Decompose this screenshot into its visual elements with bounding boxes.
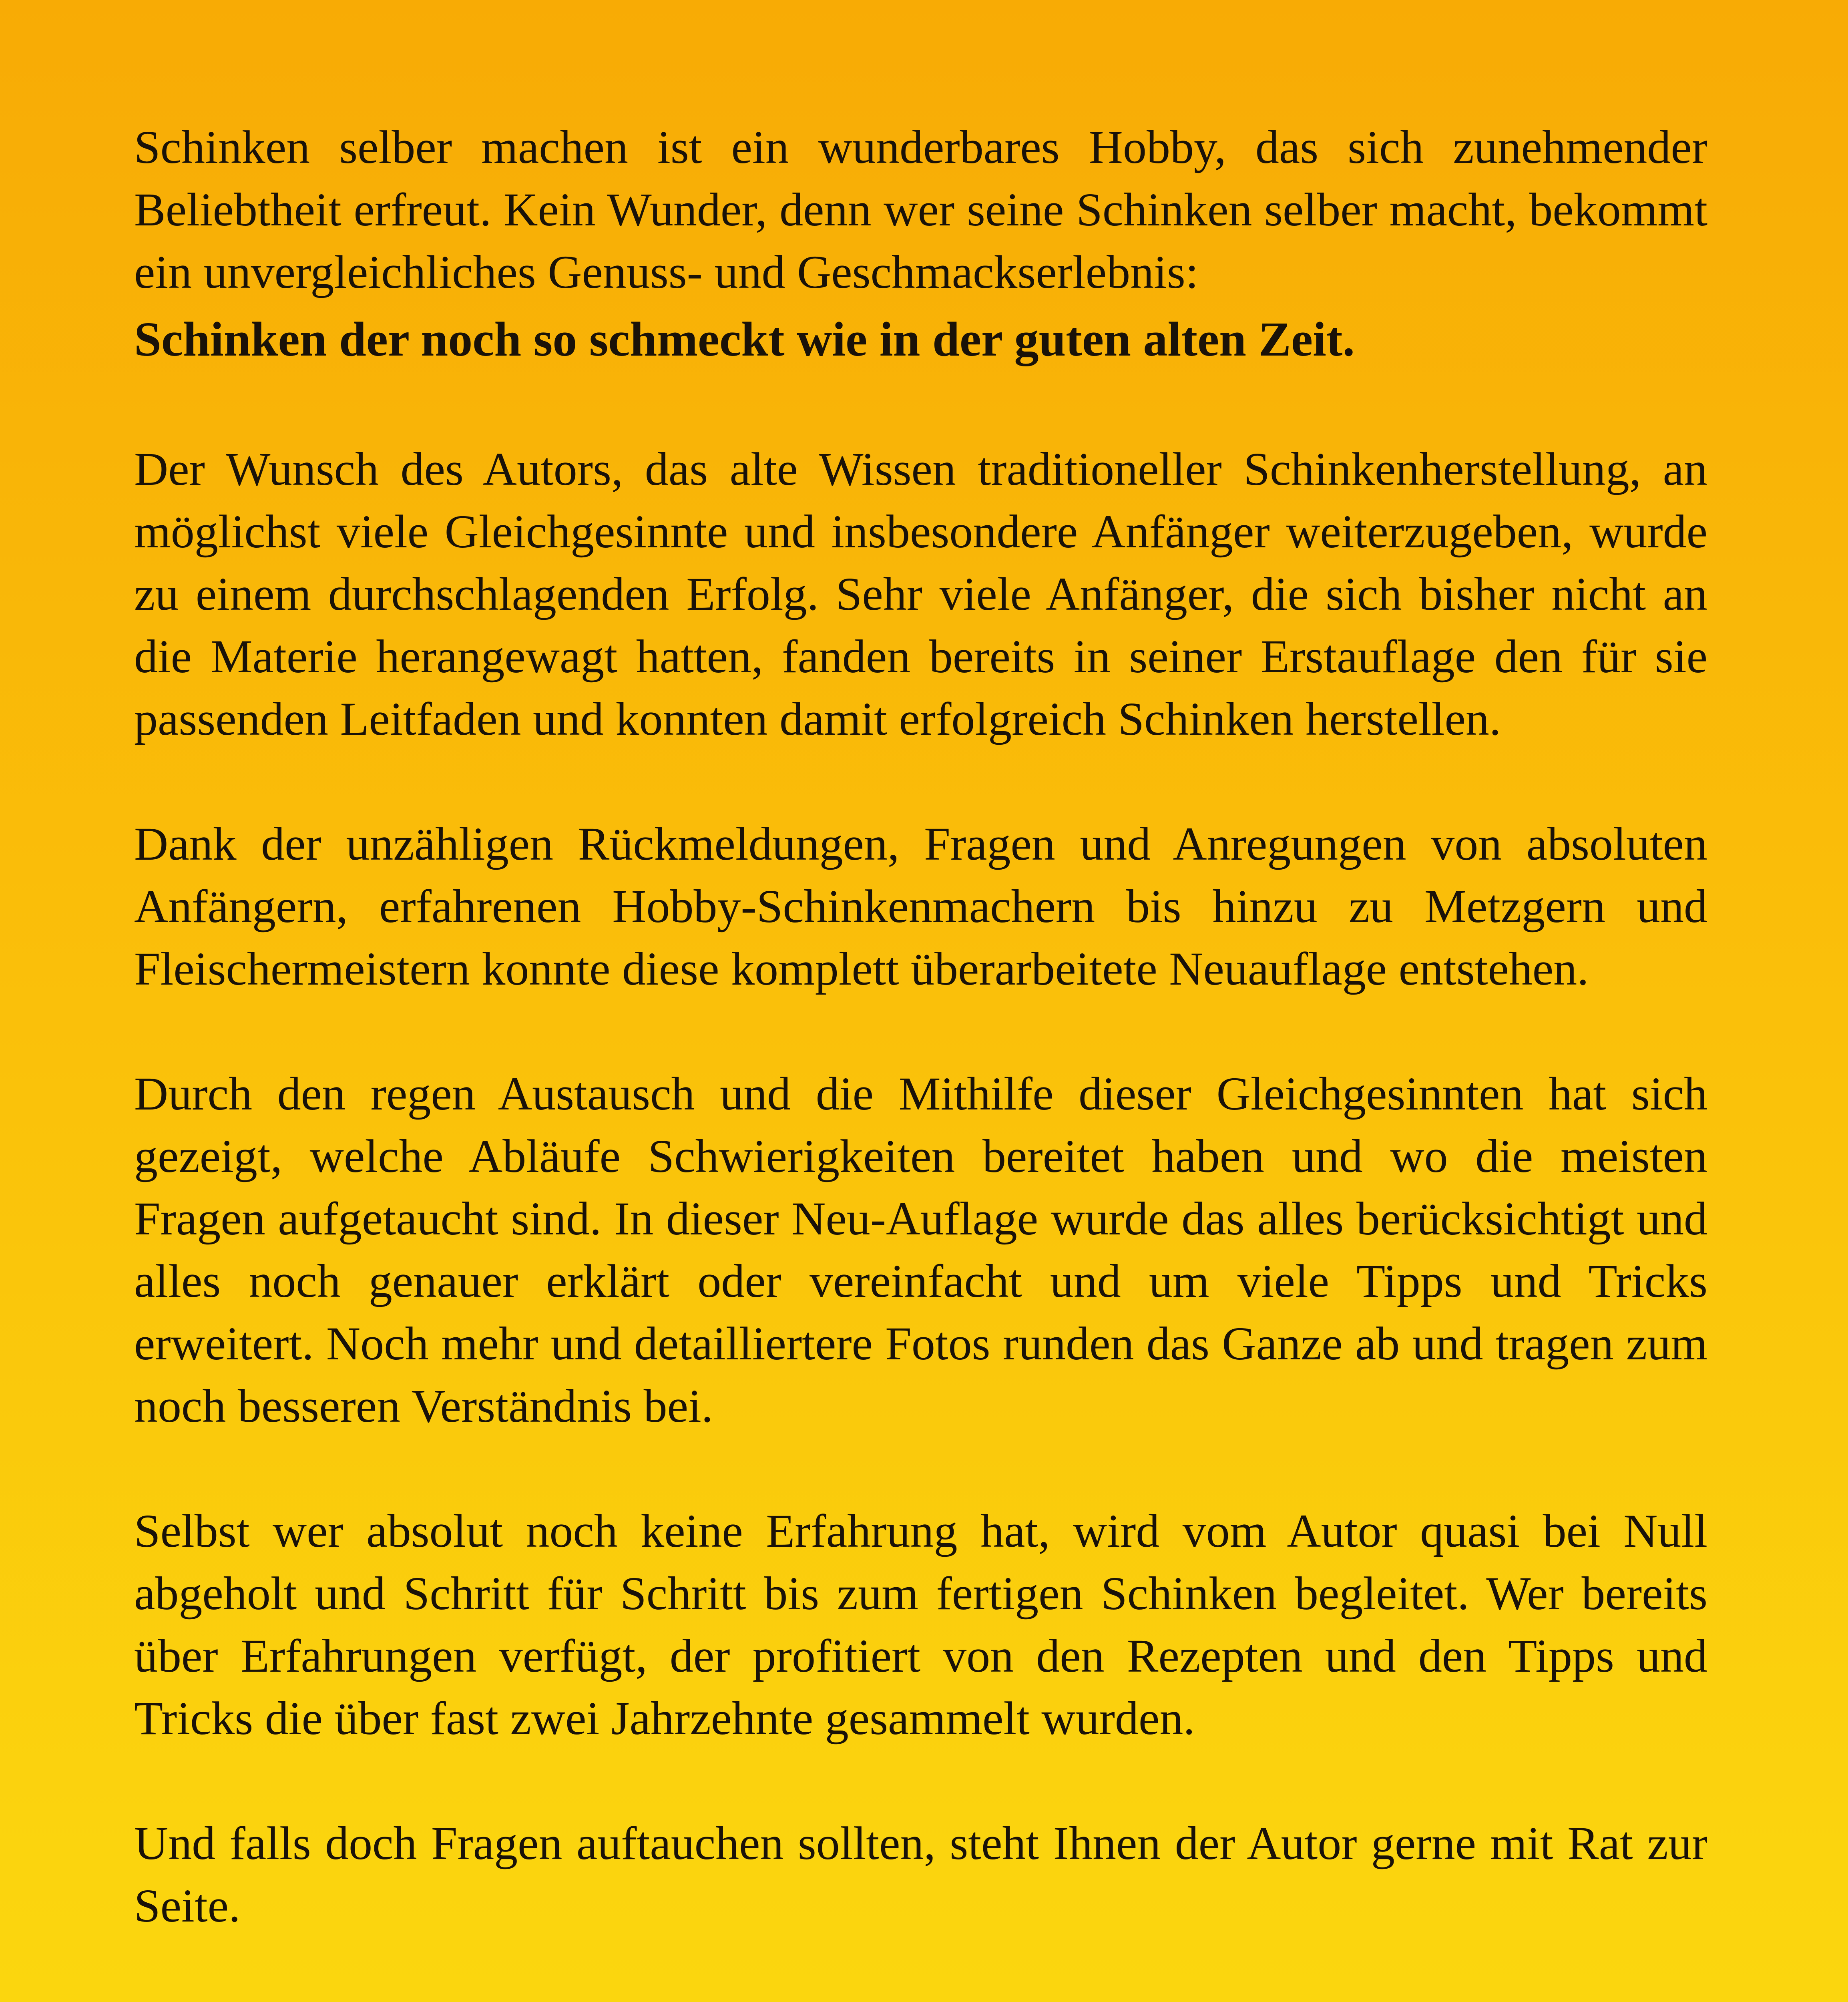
paragraph-beginners: Selbst wer absolut noch keine Erfahrung hat, wird vom Autor quasi bei Null abgeholt und Schritt für Schritt bis zum fertigen Schinken begleitet. Wer bereits über Erfahrungen verfügt, der profitiert von den Rezepten und den Tipps und Tricks die über fast zwei Jahrzehnte gesammelt wurden.: [134, 1505, 1707, 1745]
paragraph-intro-highlight: Schinken der noch so schmeckt wie in der guten alten Zeit.: [134, 312, 1355, 366]
paragraph-intro: [134, 116, 1707, 376]
paragraph-author-wish: Der Wunsch des Autors, das alte Wissen traditioneller Schinkenherstellung, an möglichst viele Gleichgesinnte und insbesondere Anfänger weiterzugeben, wurde zu einem durchschlagenden Erfolg. Sehr viele Anfänger, die sich bisher nicht an die Materie herangewagt hatten, fanden bereits in seiner Erstauflage den für sie passenden Leitfaden und konnten damit erfolgreich Schinken herstellen.: [134, 443, 1707, 745]
paragraph-feedback: Dank der unzähligen Rückmeldungen, Fragen und Anregungen von absoluten Anfängern, erfahrenen Hobby-Schinkenmachern bis hinzu zu Metzgern und Fleischermeistern konnte diese komplett überarbeitete Neuauflage entstehen.: [134, 818, 1707, 995]
blurb-text: [134, 116, 1707, 1937]
paragraph-exchange: Durch den regen Austausch und die Mithilfe dieser Gleichgesinnten hat sich gezeigt, welche Abläufe Schwierigkeiten bereitet haben und wo die meisten Fragen aufgetaucht sind. In dieser Neu-Auflage wurde das alles berücksichtigt und alles noch genauer erklärt oder vereinfacht und um viele Tipps und Tricks erweitert. Noch mehr und detailliertere Fotos runden das Ganze ab und tragen zum noch besseren Verständnis bei.: [134, 1067, 1707, 1432]
paragraph-questions: Und falls doch Fragen auftauchen sollten, steht Ihnen der Autor gerne mit Rat zur Seite.: [134, 1817, 1707, 1932]
paragraph-intro-text: Schinken selber machen ist ein wunderbares Hobby, das sich zunehmender Beliebtheit erfreut. Kein Wunder, denn wer seine Schinken selber macht, bekommt ein unvergleichliches Genuss- und Geschmackserlebnis:: [134, 121, 1707, 298]
